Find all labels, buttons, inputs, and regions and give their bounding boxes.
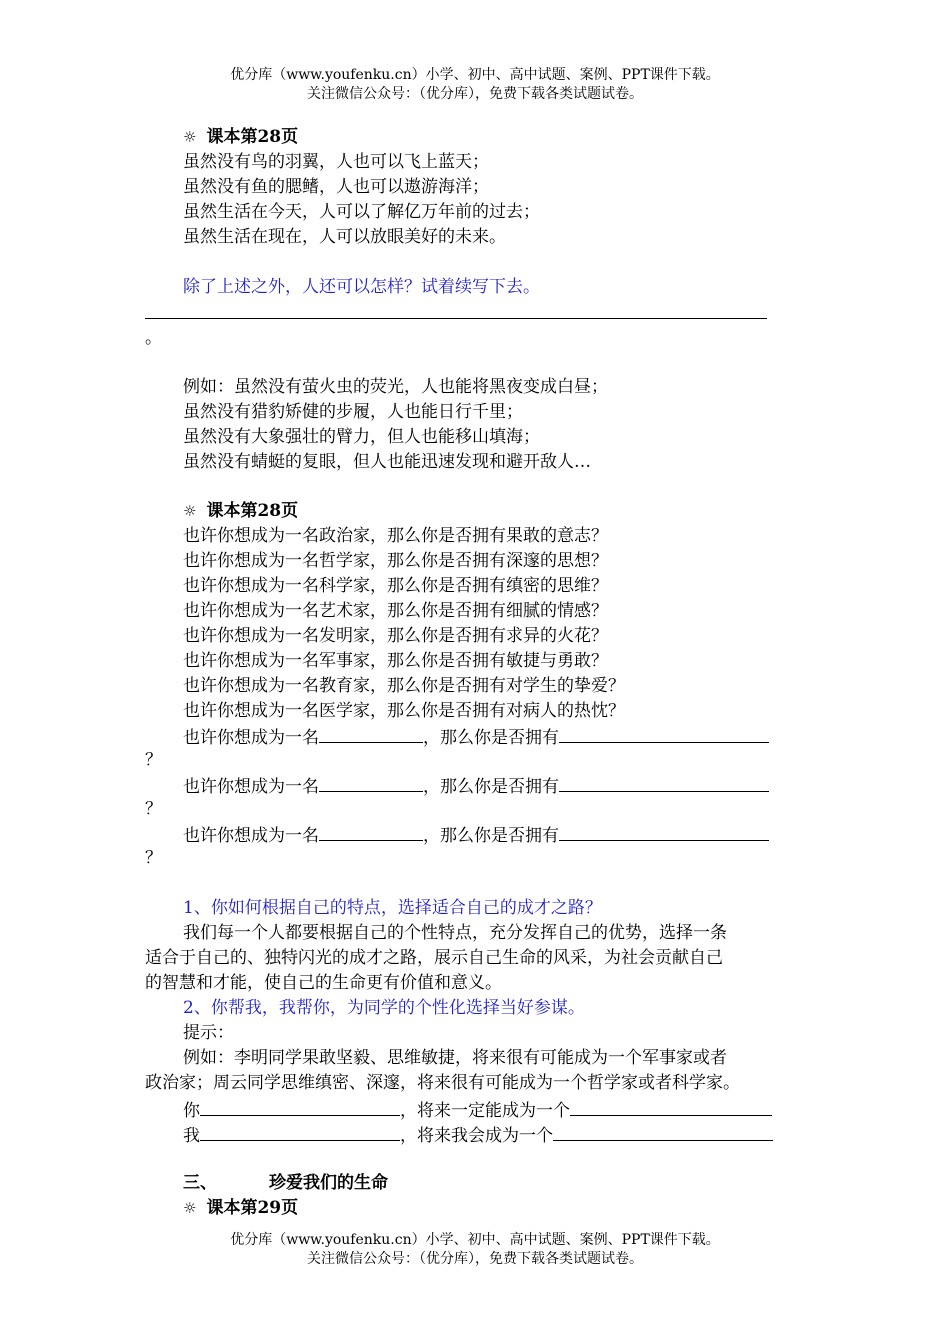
section2-line-6: 也许你想成为一名军事家，那么你是否拥有敏捷与勇敢？ (183, 651, 608, 671)
fill-blank-row-1: 也许你想成为一名 ，那么你是否拥有 (183, 725, 769, 749)
section2-line-7: 也许你想成为一名教育家，那么你是否拥有对学生的挚爱？ (183, 676, 625, 696)
fill-blank-row-2: 也许你想成为一名 ，那么你是否拥有 (183, 774, 769, 798)
blank-profession-2[interactable] (319, 774, 423, 792)
section1-question: 除了上述之外，人还可以怎样？试着续写下去。 (183, 277, 540, 297)
blank-me-career[interactable] (553, 1123, 773, 1141)
blank-you-career[interactable] (570, 1098, 772, 1116)
blank-me-trait[interactable] (200, 1123, 400, 1141)
fill-blank-end-2: ？ (145, 799, 162, 819)
header-line-1: 优分库（www.youfenku.cn）小学、初中、高中试题、案例、PPT课件下载。 (230, 67, 720, 83)
q1-title: 1、你如何根据自己的特点，选择适合自己的成才之路？ (183, 898, 602, 918)
fill-blank-end-1: ？ (145, 750, 162, 770)
q1-answer-3: 的智慧和才能，使自己的生命更有价值和意义。 (145, 973, 502, 993)
blank-profession-3[interactable] (319, 823, 423, 841)
section1-line-2: 虽然没有鱼的腮鳍，人也可以遨游海洋； (183, 177, 489, 197)
section2-line-5: 也许你想成为一名发明家，那么你是否拥有求异的火花？ (183, 626, 608, 646)
q2-hint: 提示： (183, 1023, 234, 1043)
blank-quality-3[interactable] (559, 823, 769, 841)
footer-line-2: 关注微信公众号：（优分库），免费下载各类试题试卷。 (307, 1251, 643, 1267)
fill-blank-end-3: ？ (145, 848, 162, 868)
example-line-1: 例如：虽然没有萤火虫的荧光，人也能将黑夜变成白昼； (183, 377, 608, 397)
fill-blank-row-3: 也许你想成为一名 ，那么你是否拥有 (183, 823, 769, 847)
section3-page-ref: ☼ 课本第29页 (183, 1198, 299, 1218)
sun-icon: ☼ (183, 502, 197, 520)
section2-line-3: 也许你想成为一名科学家，那么你是否拥有缜密的思维？ (183, 576, 608, 596)
blank-quality-2[interactable] (559, 774, 769, 792)
q2-me-row: 我 ，将来我会成为一个 (183, 1123, 773, 1147)
q2-title: 2、你帮我，我帮你，为同学的个性化选择当好参谋。 (183, 998, 585, 1018)
q2-example-2: 政治家；周云同学思维缜密、深邃，将来很有可能成为一个哲学家或者科学家。 (145, 1073, 740, 1093)
header-line-2: 关注微信公众号：（优分库），免费下载各类试题试卷。 (307, 86, 643, 102)
section2-line-1: 也许你想成为一名政治家，那么你是否拥有果敢的意志？ (183, 526, 608, 546)
example-line-4: 虽然没有蜻蜓的复眼，但人也能迅速发现和避开敌人… (183, 452, 591, 472)
section2-title: ☼ 课本第28页 (183, 501, 299, 521)
blank-you-trait[interactable] (200, 1098, 400, 1116)
sun-icon: ☼ (183, 1199, 197, 1217)
section1-line-4: 虽然生活在现在，人可以放眼美好的未来。 (183, 227, 506, 247)
example-line-3: 虽然没有大象强壮的臂力，但人也能移山填海； (183, 427, 540, 447)
q1-answer-1: 我们每一个人都要根据自己的个性特点，充分发挥自己的优势，选择一条 (183, 923, 727, 943)
example-line-2: 虽然没有猎豹矫健的步履，人也能日行千里； (183, 402, 523, 422)
section2-line-8: 也许你想成为一名医学家，那么你是否拥有对病人的热忱？ (183, 701, 625, 721)
section2-line-2: 也许你想成为一名哲学家，那么你是否拥有深邃的思想？ (183, 551, 608, 571)
blank-profession-1[interactable] (319, 725, 423, 743)
answer-period: 。 (145, 328, 162, 348)
section1-line-1: 虽然没有鸟的羽翼，人也可以飞上蓝天； (183, 152, 489, 172)
q2-you-row: 你 ，将来一定能成为一个 (183, 1098, 772, 1122)
section2-line-4: 也许你想成为一名艺术家，那么你是否拥有细腻的情感？ (183, 601, 608, 621)
blank-quality-1[interactable] (559, 725, 769, 743)
sun-icon: ☼ (183, 128, 197, 146)
q1-answer-2: 适合于自己的、独特闪光的成才之路，展示自己生命的风采，为社会贡献自己 (145, 948, 723, 968)
section1-title: ☼ 课本第28页 (183, 127, 299, 147)
footer-line-1: 优分库（www.youfenku.cn）小学、初中、高中试题、案例、PPT课件下载。 (230, 1232, 720, 1248)
q2-example-1: 例如：李明同学果敢坚毅、思维敏捷，将来很有可能成为一个军事家或者 (183, 1048, 727, 1068)
answer-line (145, 318, 767, 319)
section1-line-3: 虽然生活在今天，人可以了解亿万年前的过去； (183, 202, 540, 222)
section3-heading: 三、 珍爱我们的生命 (183, 1173, 388, 1193)
